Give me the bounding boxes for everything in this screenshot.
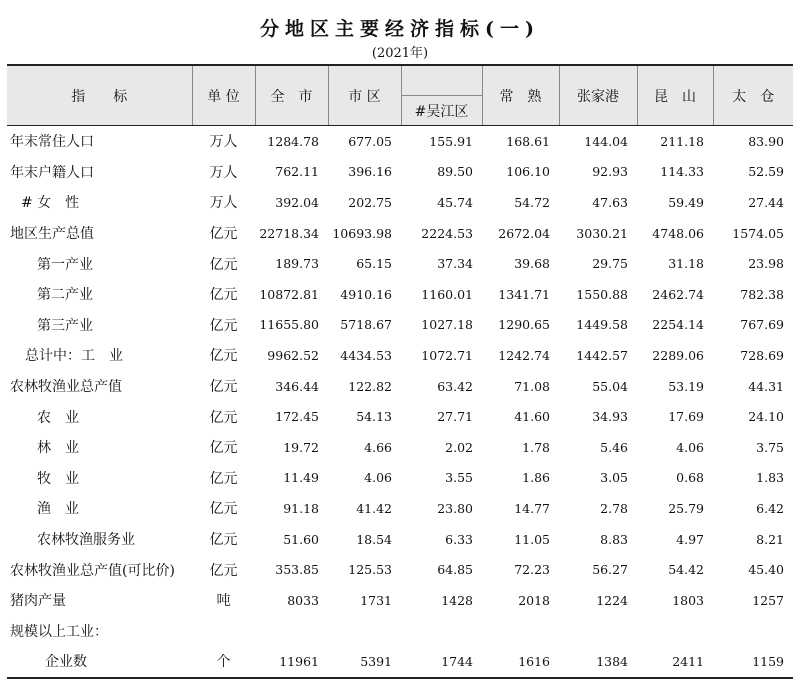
cell-zhangjiagang: 92.93	[592, 164, 628, 180]
row-unit: 亿元	[209, 256, 238, 273]
cell-taicang: 1574.05	[732, 225, 784, 241]
cell-zhangjiagang: 29.75	[592, 256, 628, 272]
page-title: 分地区主要经济指标(一)	[260, 18, 540, 40]
cell-wujiang: 1428	[441, 592, 473, 608]
table-row	[7, 279, 793, 310]
cell-taicang: 52.59	[748, 164, 784, 180]
cell-wujiang: 2224.53	[421, 225, 473, 241]
row-unit: 亿元	[209, 440, 238, 457]
row-label: 第一产业	[37, 256, 93, 273]
cell-city: 353.85	[275, 562, 319, 578]
table-row	[7, 554, 793, 585]
cell-wujiang: 1027.18	[421, 317, 473, 333]
cell-taicang: 45.40	[748, 562, 784, 578]
row-label: 规模以上工业：	[10, 623, 108, 640]
row-unit: 亿元	[209, 348, 238, 365]
cell-changshu: 54.72	[514, 194, 550, 210]
row-label: 地区生产总值	[10, 226, 94, 243]
cell-kunshan: 17.69	[668, 409, 704, 425]
cell-wujiang: 89.50	[437, 164, 473, 180]
row-label: 年末常住人口	[10, 134, 94, 151]
cell-wujiang: 23.80	[437, 500, 473, 516]
row-unit	[192, 616, 255, 647]
cell-changshu: 106.10	[506, 164, 550, 180]
cell-zhangjiagang: 1550.88	[576, 286, 628, 302]
row-label: 第三产业	[37, 317, 93, 334]
cell-district: 18.54	[356, 531, 392, 547]
table-row	[7, 371, 793, 402]
cell-district: 5391	[328, 646, 401, 678]
table-row	[7, 157, 793, 188]
cell-zhangjiagang: 5.46	[600, 439, 628, 455]
header-wujiang: #吴江区	[401, 96, 482, 126]
cell-district: 1731	[360, 592, 392, 608]
cell-city: 8033	[287, 592, 319, 608]
cell-city	[255, 616, 328, 647]
cell-zhangjiagang: 1224	[596, 592, 628, 608]
cell-changshu: 1.86	[522, 470, 550, 486]
cell-city: 19.72	[283, 439, 319, 455]
cell-taicang: 27.44	[748, 194, 784, 210]
cell-district	[328, 616, 401, 647]
cell-kunshan: 25.79	[668, 500, 704, 516]
cell-city: 392.04	[275, 194, 319, 210]
cell-zhangjiagang: 56.27	[592, 562, 628, 578]
cell-changshu	[482, 616, 559, 647]
cell-kunshan: 53.19	[668, 378, 704, 394]
cell-changshu: 71.08	[514, 378, 550, 394]
row-label: 农林牧渔业总产值	[10, 379, 122, 396]
cell-taicang	[713, 616, 793, 647]
cell-wujiang: 155.91	[429, 133, 473, 149]
cell-district: 10693.98	[332, 225, 392, 241]
cell-city: 189.73	[275, 256, 319, 272]
cell-taicang: 8.21	[756, 531, 784, 547]
row-unit: 亿元	[209, 562, 238, 579]
cell-zhangjiagang: 47.63	[592, 194, 628, 210]
row-label: 企业数	[7, 646, 192, 678]
header-city: 全 市	[255, 65, 328, 126]
cell-zhangjiagang: 2.78	[600, 500, 628, 516]
cell-kunshan: 211.18	[660, 133, 704, 149]
table-row	[7, 187, 793, 218]
cell-kunshan	[637, 616, 713, 647]
cell-city: 346.44	[275, 378, 319, 394]
row-unit: 吨	[216, 593, 231, 610]
row-label: 农林牧渔业总产值(可比价)	[10, 562, 175, 579]
cell-changshu: 39.68	[514, 256, 550, 272]
cell-kunshan: 4748.06	[652, 225, 704, 241]
row-unit: 万人	[209, 195, 238, 212]
cell-taicang: 6.42	[756, 500, 784, 516]
cell-changshu: 1242.74	[498, 347, 550, 363]
cell-zhangjiagang: 8.83	[600, 531, 628, 547]
table-row	[7, 340, 793, 371]
row-unit: 亿元	[209, 501, 238, 518]
cell-changshu: 2672.04	[498, 225, 550, 241]
row-label: 渔 业	[37, 501, 79, 518]
cell-wujiang: 6.33	[445, 531, 473, 547]
cell-changshu: 168.61	[506, 133, 550, 149]
economic-indicators-table	[7, 64, 793, 679]
cell-wujiang: 2.02	[445, 439, 473, 455]
header-indicator: 指 标	[7, 65, 192, 126]
table-row	[7, 310, 793, 341]
cell-taicang: 44.31	[748, 378, 784, 394]
cell-district: 4.06	[364, 470, 392, 486]
cell-city: 11961	[255, 646, 328, 678]
cell-wujiang: 37.34	[437, 256, 473, 272]
cell-taicang: 1159	[713, 646, 793, 678]
cell-zhangjiagang: 144.04	[584, 133, 628, 149]
cell-taicang: 728.69	[740, 347, 784, 363]
cell-wujiang: 1744	[401, 646, 482, 678]
cell-district: 122.82	[348, 378, 392, 394]
cell-kunshan: 2254.14	[652, 317, 704, 333]
cell-wujiang: 1072.71	[421, 347, 473, 363]
cell-city: 22718.34	[259, 225, 319, 241]
row-unit: 亿元	[209, 317, 238, 334]
cell-kunshan: 2289.06	[652, 347, 704, 363]
cell-wujiang: 63.42	[437, 378, 473, 394]
table-row	[7, 616, 793, 647]
cell-district: 5718.67	[340, 317, 392, 333]
cell-kunshan: 114.33	[660, 164, 704, 180]
header-kunshan: 昆 山	[637, 65, 713, 126]
cell-kunshan: 31.18	[668, 256, 704, 272]
cell-taicang: 83.90	[748, 133, 784, 149]
cell-city: 51.60	[283, 531, 319, 547]
cell-district: 396.16	[348, 164, 392, 180]
row-unit: 亿元	[209, 470, 238, 487]
cell-zhangjiagang: 1442.57	[576, 347, 628, 363]
cell-city: 91.18	[283, 500, 319, 516]
cell-wujiang: 64.85	[437, 562, 473, 578]
cell-city: 10872.81	[259, 286, 319, 302]
row-label: 牧 业	[37, 470, 79, 487]
cell-kunshan: 4.97	[676, 531, 704, 547]
table-row	[7, 463, 793, 494]
row-label: # 女 性	[21, 195, 80, 212]
cell-changshu: 1.78	[522, 439, 550, 455]
table-body	[7, 126, 793, 678]
cell-taicang: 1.83	[756, 470, 784, 486]
cell-changshu: 72.23	[514, 562, 550, 578]
cell-taicang: 23.98	[748, 256, 784, 272]
cell-taicang: 782.38	[740, 286, 784, 302]
cell-district: 54.13	[356, 409, 392, 425]
cell-zhangjiagang: 34.93	[592, 409, 628, 425]
cell-changshu: 1616	[482, 646, 559, 678]
header-changshu: 常 熟	[482, 65, 559, 126]
row-unit: 亿元	[209, 287, 238, 304]
cell-taicang: 3.75	[756, 439, 784, 455]
row-unit: 个	[192, 646, 255, 678]
page-subtitle: (2021年)	[371, 46, 429, 61]
cell-wujiang: 27.71	[437, 409, 473, 425]
header-taicang: 太 仓	[713, 65, 793, 126]
table-row	[7, 126, 793, 157]
row-unit: 亿元	[209, 379, 238, 396]
header-blank	[401, 65, 482, 96]
cell-kunshan: 0.68	[676, 470, 704, 486]
table-row	[7, 248, 793, 279]
cell-zhangjiagang: 55.04	[592, 378, 628, 394]
cell-city: 11.49	[283, 470, 319, 486]
table-row	[7, 432, 793, 463]
cell-wujiang: 3.55	[445, 470, 473, 486]
cell-district: 125.53	[348, 562, 392, 578]
table-row	[7, 585, 793, 616]
cell-wujiang	[401, 616, 482, 647]
cell-zhangjiagang: 1449.58	[576, 317, 628, 333]
cell-district: 677.05	[348, 133, 392, 149]
cell-city: 172.45	[275, 409, 319, 425]
header-zhangjiagang: 张家港	[559, 65, 637, 126]
row-unit: 万人	[209, 164, 238, 181]
table-row	[7, 524, 793, 555]
cell-city: 11655.80	[259, 317, 319, 333]
table-row	[7, 401, 793, 432]
row-unit: 亿元	[209, 532, 238, 549]
cell-kunshan: 2462.74	[652, 286, 704, 302]
cell-district: 202.75	[348, 194, 392, 210]
cell-zhangjiagang: 3030.21	[576, 225, 628, 241]
cell-kunshan: 4.06	[676, 439, 704, 455]
cell-district: 4910.16	[340, 286, 392, 302]
cell-zhangjiagang: 1384	[559, 646, 637, 678]
cell-kunshan: 59.49	[668, 194, 704, 210]
cell-changshu: 1341.71	[498, 286, 550, 302]
cell-district: 41.42	[356, 500, 392, 516]
cell-taicang: 24.10	[748, 409, 784, 425]
cell-zhangjiagang: 3.05	[600, 470, 628, 486]
cell-kunshan: 2411	[637, 646, 713, 678]
cell-changshu: 14.77	[514, 500, 550, 516]
cell-city: 9962.52	[267, 347, 319, 363]
cell-changshu: 1290.65	[498, 317, 550, 333]
row-label: 农林牧渔服务业	[37, 532, 135, 549]
cell-district: 65.15	[356, 256, 392, 272]
row-label: 农 业	[37, 409, 79, 426]
cell-taicang: 767.69	[740, 317, 784, 333]
cell-changshu: 11.05	[514, 531, 550, 547]
cell-taicang: 1257	[752, 592, 784, 608]
row-unit: 万人	[209, 134, 238, 151]
header-unit: 单 位	[192, 65, 255, 126]
row-label: 总计中：工 业	[25, 348, 123, 365]
row-label: 林 业	[37, 440, 79, 457]
cell-changshu: 41.60	[514, 409, 550, 425]
cell-city: 1284.78	[267, 133, 319, 149]
row-unit: 亿元	[209, 409, 238, 426]
cell-changshu: 2018	[518, 592, 550, 608]
table-row	[7, 493, 793, 524]
cell-kunshan: 54.42	[668, 562, 704, 578]
table-row	[7, 646, 793, 678]
table-row	[7, 218, 793, 249]
cell-district: 4434.53	[340, 347, 392, 363]
row-label: 年末户籍人口	[10, 164, 94, 181]
row-label: 第二产业	[37, 287, 93, 304]
cell-kunshan: 1803	[672, 592, 704, 608]
header-district: 市 区	[328, 65, 401, 126]
cell-zhangjiagang	[559, 616, 637, 647]
row-unit: 亿元	[209, 226, 238, 243]
cell-city: 762.11	[275, 164, 319, 180]
row-label: 猪肉产量	[10, 593, 66, 610]
cell-district: 4.66	[364, 439, 392, 455]
cell-wujiang: 45.74	[437, 194, 473, 210]
cell-wujiang: 1160.01	[421, 286, 473, 302]
